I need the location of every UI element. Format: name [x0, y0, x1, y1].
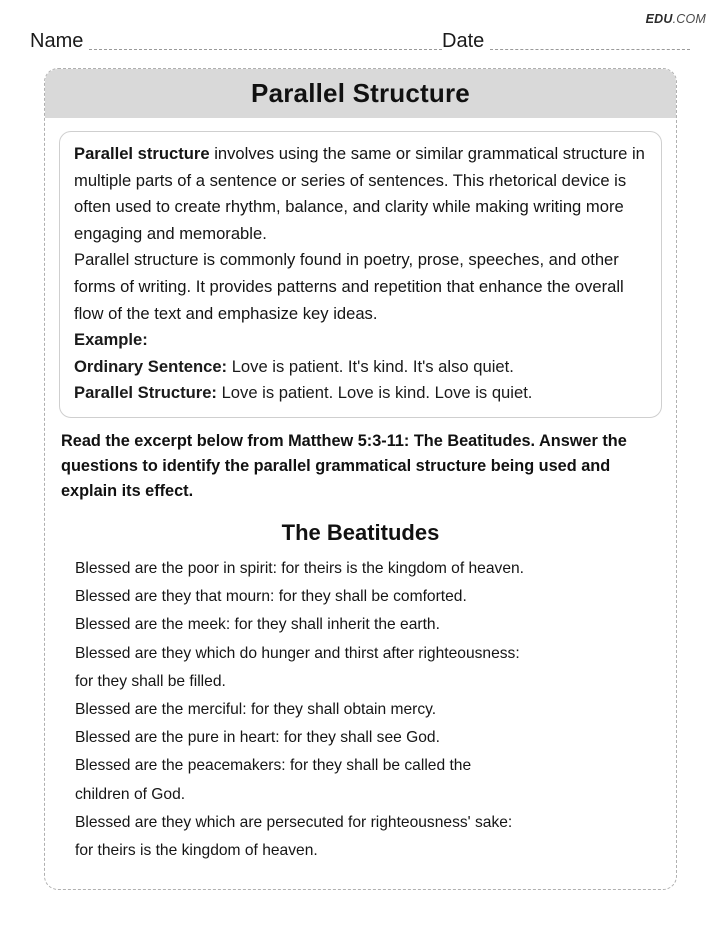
excerpt-line: Blessed are they which are persecuted for righteousness' sake: [75, 813, 513, 831]
definition-term: Parallel structure [74, 144, 210, 163]
logo-edu-text: EDU [645, 12, 673, 26]
excerpt-title: The Beatitudes [281, 519, 440, 545]
definition-box [59, 131, 662, 418]
parallel-structure-text: Love is patient. Love is kind. Love is quiet. [216, 383, 533, 403]
example-label: Example: [74, 330, 148, 350]
excerpt-line: Blessed are the peacemakers: for they shall be called the [75, 757, 472, 775]
excerpt-line: Blessed are the meek: for they shall inherit the earth. [75, 616, 440, 634]
name-field[interactable] [30, 31, 442, 52]
date-label: Date [442, 30, 485, 52]
ordinary-sentence-label: Ordinary Sentence: [74, 356, 228, 376]
logo-com-text: .COM [672, 12, 706, 26]
ordinary-sentence-text: Love is patient. It's kind. It's also quiet. [227, 356, 514, 376]
excerpt-line: for they shall be filled. [75, 672, 226, 690]
ordinary-sentence-example [74, 354, 647, 381]
name-label: Name [30, 30, 84, 52]
date-field[interactable] [442, 31, 690, 52]
instructions-text: Read the excerpt below from Matthew 5:3-11: The Beatitudes. Answer the questions to identify the parallel grammatical structure being used and explain its effect. [61, 431, 627, 500]
worksheet-title-bar [45, 69, 676, 118]
definition-paragraph-2: Parallel structure is commonly found in poetry, prose, speeches, and other forms of writing. It provides patterns and repetition that enhance the overall flow of the text and emphasize key ideas. [74, 250, 624, 323]
excerpt-line: for theirs is the kingdom of heaven. [75, 841, 318, 859]
parallel-structure-label: Parallel Structure: [74, 383, 217, 403]
definition-paragraph-1-text: involves using the same or similar grammatical structure in multiple parts of a sentence or series of sentences. This rhetorical device is often used to create rhythm, balance, and clarity while making writing more engaging and memorable. [74, 144, 645, 243]
worksheet-card [44, 68, 677, 890]
date-input-line[interactable] [490, 49, 690, 50]
excerpt-line: Blessed are they which do hunger and thirst after righteousness: [75, 644, 520, 662]
excerpt-line: Blessed are the pure in heart: for they shall see God. [75, 729, 440, 747]
excerpt-line: Blessed are they that mourn: for they shall be comforted. [75, 588, 467, 606]
name-input-line[interactable] [89, 49, 442, 50]
parallel-structure-example [74, 380, 647, 407]
excerpt-line: Blessed are the poor in spirit: for theirs is the kingdom of heaven. [75, 559, 524, 577]
excerpt-line: children of God. [75, 785, 186, 803]
definition-paragraph-1 [74, 141, 647, 247]
student-info-row [30, 31, 690, 52]
site-logo [646, 12, 706, 26]
excerpt-body [75, 555, 646, 865]
page-title: Parallel Structure [251, 78, 470, 108]
excerpt-line: Blessed are the merciful: for they shall obtain mercy. [75, 700, 437, 718]
